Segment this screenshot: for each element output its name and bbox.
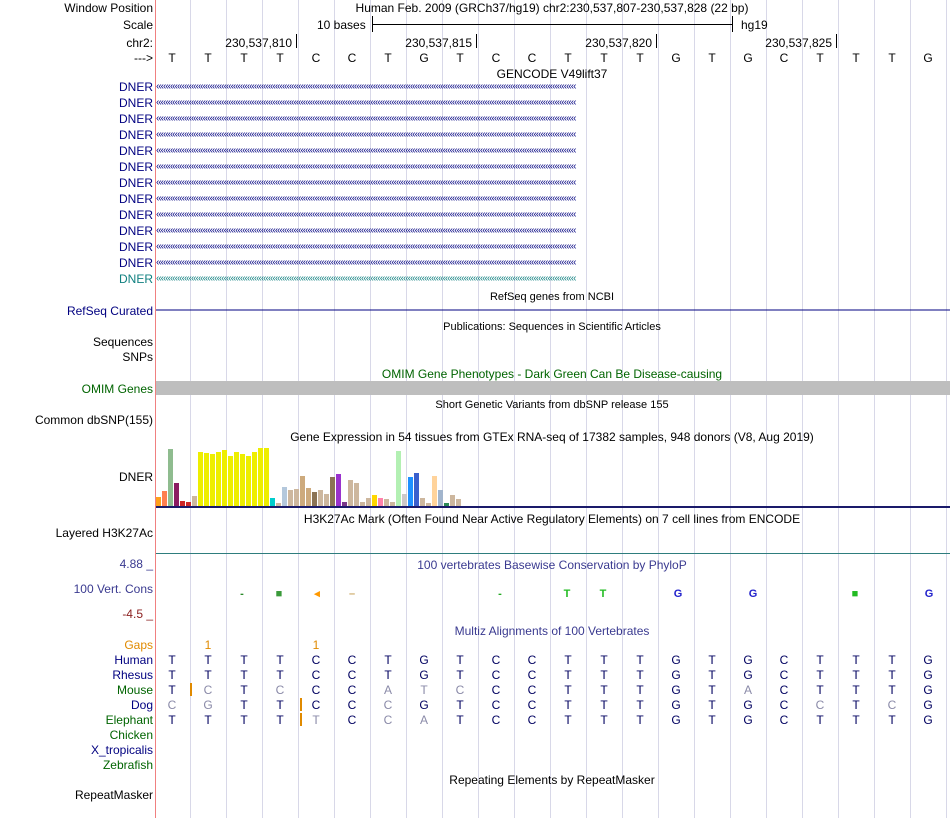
strand-label: ---> [134, 51, 153, 65]
gtex-bar[interactable] [258, 448, 263, 506]
gtex-bar[interactable] [432, 476, 437, 506]
scale-label: Scale [122, 18, 153, 32]
alignment-base: G [671, 698, 681, 712]
h3k27ac-track-title[interactable]: H3K27Ac Mark (Often Found Near Active Regulatory Elements) on 7 cell lines from ENCODE [303, 512, 801, 526]
insertion-marker [300, 698, 302, 711]
gtex-bar[interactable] [348, 480, 353, 506]
gencode-gene-label[interactable]: DNER [118, 160, 153, 174]
alignment-base: C [491, 713, 501, 727]
alignment-base: C [779, 713, 789, 727]
gtex-bar[interactable] [252, 452, 257, 506]
chromosome-label: chr2: [126, 36, 153, 50]
phylop-mark[interactable]: G [673, 589, 683, 599]
alignment-base: T [312, 713, 320, 727]
gtex-bar[interactable] [210, 454, 215, 506]
gencode-gene-line[interactable]: ‹‹‹‹‹‹‹‹‹‹‹‹‹‹‹‹‹‹‹‹‹‹‹‹‹‹‹‹‹‹‹‹‹‹‹‹‹‹‹‹‹‹‹‹‹‹‹‹‹‹‹‹‹‹‹‹‹‹‹‹‹‹‹‹‹‹‹‹‹‹‹‹‹‹‹‹‹‹‹‹‹‹‹‹‹‹‹‹‹‹‹‹‹‹‹‹‹‹‹‹‹‹‹‹‹‹‹‹‹‹‹‹‹‹‹‹‹‹‹‹‹‹‹‹‹‹‹‹‹‹‹‹‹‹‹‹‹‹‹‹‹‹‹‹‹‹‹‹‹‹‹‹‹‹‹‹‹‹‹‹‹‹‹‹‹‹‹‹‹‹‹‹‹‹‹‹‹‹‹‹ [156, 225, 576, 236]
ruler-tick [296, 34, 297, 48]
omim-track-title[interactable]: OMIM Gene Phenotypes - Dark Green Can Be Disease-causing [381, 367, 723, 381]
alignment-base: T [276, 653, 284, 667]
gtex-bar[interactable] [414, 473, 419, 506]
gtex-bar[interactable] [162, 491, 167, 506]
alignment-base: G [923, 653, 933, 667]
insertion-marker [300, 713, 302, 726]
alignment-base: T [168, 653, 176, 667]
alignment-base: C [347, 698, 357, 712]
phylop-mark[interactable]: ■ [275, 589, 283, 599]
phylop-mark[interactable]: ◂ [314, 589, 320, 599]
reference-base: G [671, 51, 681, 65]
gtex-bar[interactable] [288, 490, 293, 506]
gencode-gene-line[interactable]: ‹‹‹‹‹‹‹‹‹‹‹‹‹‹‹‹‹‹‹‹‹‹‹‹‹‹‹‹‹‹‹‹‹‹‹‹‹‹‹‹‹‹‹‹‹‹‹‹‹‹‹‹‹‹‹‹‹‹‹‹‹‹‹‹‹‹‹‹‹‹‹‹‹‹‹‹‹‹‹‹‹‹‹‹‹‹‹‹‹‹‹‹‹‹‹‹‹‹‹‹‹‹‹‹‹‹‹‹‹‹‹‹‹‹‹‹‹‹‹‹‹‹‹‹‹‹‹‹‹‹‹‹‹‹‹‹‹‹‹‹‹‹‹‹‹‹‹‹‹‹‹‹‹‹‹‹‹‹‹‹‹‹‹‹‹‹‹‹‹‹‹‹‹‹‹‹‹‹‹‹ [156, 177, 576, 188]
refseq-track-title[interactable]: RefSeq genes from NCBI [489, 291, 615, 303]
gtex-bar[interactable] [240, 454, 245, 506]
alignment-base: T [852, 698, 860, 712]
reference-base: T [384, 51, 392, 65]
alignment-base: C [347, 683, 357, 697]
ruler-tick-label: 230,537,825 [765, 36, 832, 50]
alignment-base: T [564, 668, 572, 682]
reference-base: G [923, 51, 933, 65]
gencode-gene-label[interactable]: DNER [118, 272, 153, 286]
alignment-base: T [240, 698, 248, 712]
reference-base: C [779, 51, 789, 65]
gencode-gene-label[interactable]: DNER [118, 144, 153, 158]
reference-base: T [204, 51, 212, 65]
gtex-bar[interactable] [396, 451, 401, 506]
gtex-bar[interactable] [408, 477, 413, 506]
alignment-base: T [384, 668, 392, 682]
gtex-track-label[interactable]: DNER [118, 470, 153, 484]
reference-base: T [168, 51, 176, 65]
alignment-base: T [384, 653, 392, 667]
alignment-base: C [527, 653, 537, 667]
reference-base: T [456, 51, 464, 65]
reference-base: T [240, 51, 248, 65]
alignment-base: T [168, 668, 176, 682]
repeatmasker-track-title[interactable]: Repeating Elements by RepeatMasker [449, 773, 655, 787]
gencode-gene-line[interactable]: ‹‹‹‹‹‹‹‹‹‹‹‹‹‹‹‹‹‹‹‹‹‹‹‹‹‹‹‹‹‹‹‹‹‹‹‹‹‹‹‹‹‹‹‹‹‹‹‹‹‹‹‹‹‹‹‹‹‹‹‹‹‹‹‹‹‹‹‹‹‹‹‹‹‹‹‹‹‹‹‹‹‹‹‹‹‹‹‹‹‹‹‹‹‹‹‹‹‹‹‹‹‹‹‹‹‹‹‹‹‹‹‹‹‹‹‹‹‹‹‹‹‹‹‹‹‹‹‹‹‹‹‹‹‹‹‹‹‹‹‹‹‹‹‹‹‹‹‹‹‹‹‹‹‹‹‹‹‹‹‹‹‹‹‹‹‹‹‹‹‹‹‹‹‹‹‹‹‹‹‹ [156, 81, 576, 92]
gencode-gene-line[interactable]: ‹‹‹‹‹‹‹‹‹‹‹‹‹‹‹‹‹‹‹‹‹‹‹‹‹‹‹‹‹‹‹‹‹‹‹‹‹‹‹‹‹‹‹‹‹‹‹‹‹‹‹‹‹‹‹‹‹‹‹‹‹‹‹‹‹‹‹‹‹‹‹‹‹‹‹‹‹‹‹‹‹‹‹‹‹‹‹‹‹‹‹‹‹‹‹‹‹‹‹‹‹‹‹‹‹‹‹‹‹‹‹‹‹‹‹‹‹‹‹‹‹‹‹‹‹‹‹‹‹‹‹‹‹‹‹‹‹‹‹‹‹‹‹‹‹‹‹‹‹‹‹‹‹‹‹‹‹‹‹‹‹‹‹‹‹‹‹‹‹‹‹‹‹‹‹‹‹‹‹‹ [156, 161, 576, 172]
reference-base: C [347, 51, 357, 65]
ruler-tick [656, 34, 657, 48]
refseq-track-label[interactable]: RefSeq Curated [66, 304, 153, 318]
alignment-base: C [491, 668, 501, 682]
phylop-mark[interactable]: T [599, 589, 607, 599]
reference-base: C [527, 51, 537, 65]
repeatmasker-track-label[interactable]: RepeatMasker [74, 788, 153, 802]
phylop-track-title[interactable]: 100 vertebrates Basewise Conservation by PhyloP [417, 558, 687, 572]
reference-base: G [743, 51, 753, 65]
refseq-gene-line[interactable] [156, 303, 950, 317]
phylop-mark[interactable]: - [498, 589, 502, 599]
alignment-base: G [671, 713, 681, 727]
alignment-base: T [852, 653, 860, 667]
gencode-gene-label[interactable]: DNER [118, 80, 153, 94]
gencode-gene-label[interactable]: DNER [118, 96, 153, 110]
alignment-base: G [743, 668, 753, 682]
alignment-base: C [311, 668, 321, 682]
alignment-base: C [383, 698, 393, 712]
phylop-track-label[interactable]: 100 Vert. Cons [73, 582, 153, 596]
alignment-base: G [419, 698, 429, 712]
reference-base: T [276, 51, 284, 65]
alignment-base: C [203, 683, 213, 697]
gencode-gene-line[interactable]: ‹‹‹‹‹‹‹‹‹‹‹‹‹‹‹‹‹‹‹‹‹‹‹‹‹‹‹‹‹‹‹‹‹‹‹‹‹‹‹‹‹‹‹‹‹‹‹‹‹‹‹‹‹‹‹‹‹‹‹‹‹‹‹‹‹‹‹‹‹‹‹‹‹‹‹‹‹‹‹‹‹‹‹‹‹‹‹‹‹‹‹‹‹‹‹‹‹‹‹‹‹‹‹‹‹‹‹‹‹‹‹‹‹‹‹‹‹‹‹‹‹‹‹‹‹‹‹‹‹‹‹‹‹‹‹‹‹‹‹‹‹‹‹‹‹‹‹‹‹‹‹‹‹‹‹‹‹‹‹‹‹‹‹‹‹‹‹‹‹‹‹‹‹‹‹‹‹‹‹‹ [156, 145, 576, 156]
gtex-bar[interactable] [282, 487, 287, 506]
gtex-bar[interactable] [168, 449, 173, 506]
alignment-base: T [888, 668, 896, 682]
ruler-tick [836, 34, 837, 48]
alignment-base: T [852, 683, 860, 697]
assembly-label: hg19 [741, 18, 768, 32]
alignment-base: G [671, 683, 681, 697]
gtex-bar[interactable] [372, 495, 377, 506]
gtex-bar[interactable] [354, 483, 359, 506]
alignment-base: C [527, 713, 537, 727]
alignment-base: T [708, 698, 716, 712]
reference-base: C [491, 51, 501, 65]
gencode-gene-line[interactable]: ‹‹‹‹‹‹‹‹‹‹‹‹‹‹‹‹‹‹‹‹‹‹‹‹‹‹‹‹‹‹‹‹‹‹‹‹‹‹‹‹‹‹‹‹‹‹‹‹‹‹‹‹‹‹‹‹‹‹‹‹‹‹‹‹‹‹‹‹‹‹‹‹‹‹‹‹‹‹‹‹‹‹‹‹‹‹‹‹‹‹‹‹‹‹‹‹‹‹‹‹‹‹‹‹‹‹‹‹‹‹‹‹‹‹‹‹‹‹‹‹‹‹‹‹‹‹‹‹‹‹‹‹‹‹‹‹‹‹‹‹‹‹‹‹‹‹‹‹‹‹‹‹‹‹‹‹‹‹‹‹‹‹‹‹‹‹‹‹‹‹‹‹‹‹‹‹‹‹‹‹ [156, 97, 576, 108]
gtex-bar[interactable] [456, 499, 461, 506]
alignment-base: T [168, 713, 176, 727]
gtex-bar[interactable] [300, 476, 305, 506]
gencode-gene-line[interactable]: ‹‹‹‹‹‹‹‹‹‹‹‹‹‹‹‹‹‹‹‹‹‹‹‹‹‹‹‹‹‹‹‹‹‹‹‹‹‹‹‹‹‹‹‹‹‹‹‹‹‹‹‹‹‹‹‹‹‹‹‹‹‹‹‹‹‹‹‹‹‹‹‹‹‹‹‹‹‹‹‹‹‹‹‹‹‹‹‹‹‹‹‹‹‹‹‹‹‹‹‹‹‹‹‹‹‹‹‹‹‹‹‹‹‹‹‹‹‹‹‹‹‹‹‹‹‹‹‹‹‹‹‹‹‹‹‹‹‹‹‹‹‹‹‹‹‹‹‹‹‹‹‹‹‹‹‹‹‹‹‹‹‹‹‹‹‹‹‹‹‹‹‹‹‹‹‹‹‹‹‹ [156, 113, 576, 124]
reference-base: G [419, 51, 429, 65]
alignment-base: T [240, 683, 248, 697]
gtex-bar[interactable] [246, 456, 251, 506]
phylop-mark[interactable]: ■ [851, 589, 859, 599]
alignment-base: G [743, 698, 753, 712]
alignment-base: C [455, 683, 465, 697]
alignment-base: G [923, 698, 933, 712]
gtex-bar[interactable] [324, 494, 329, 506]
alignment-base: T [636, 653, 644, 667]
alignment-base: T [636, 668, 644, 682]
alignment-base: A [419, 713, 428, 727]
reference-base: T [600, 51, 608, 65]
alignment-base: C [311, 653, 321, 667]
gencode-gene-label[interactable]: DNER [118, 224, 153, 238]
omim-track-label[interactable]: OMIM Genes [81, 382, 153, 396]
alignment-base: T [708, 713, 716, 727]
alignment-base: T [600, 698, 608, 712]
alignment-base: C [527, 683, 537, 697]
alignment-base: C [527, 698, 537, 712]
gtex-bar[interactable] [204, 453, 209, 506]
alignment-base: T [240, 668, 248, 682]
reference-base: C [311, 51, 321, 65]
alignment-base: G [203, 698, 213, 712]
alignment-base: T [564, 698, 572, 712]
insertion-marker [190, 683, 192, 696]
window-position-text: Human Feb. 2009 (GRCh37/hg19) chr2:230,537,807-230,537,828 (22 bp) [355, 1, 749, 15]
alignment-base: T [168, 683, 176, 697]
gtex-bar[interactable] [222, 450, 227, 506]
scale-bar [372, 16, 733, 32]
ruler-tick-label: 230,537,815 [405, 36, 472, 50]
alignment-base: G [923, 683, 933, 697]
gap-count: 1 [204, 638, 212, 652]
alignment-base: T [636, 698, 644, 712]
alignment-base: T [564, 713, 572, 727]
gtex-bar[interactable] [156, 497, 161, 506]
alignment-base: T [276, 713, 284, 727]
alignment-base: G [743, 713, 753, 727]
gtex-bar[interactable] [270, 498, 275, 506]
alignment-base: T [456, 698, 464, 712]
alignment-base: C [491, 698, 501, 712]
phylop-mark[interactable]: T [563, 589, 571, 599]
alignment-base: G [743, 653, 753, 667]
alignment-base: C [779, 698, 789, 712]
alignment-base: T [708, 683, 716, 697]
reference-base: T [564, 51, 572, 65]
alignment-base: G [419, 668, 429, 682]
alignment-base: T [276, 698, 284, 712]
ruler-tick [476, 34, 477, 48]
phylop-mark[interactable]: - [240, 589, 244, 599]
gencode-track-title[interactable]: GENCODE V49lift37 [496, 67, 608, 81]
gtex-bar[interactable] [198, 452, 203, 506]
reference-base: T [888, 51, 896, 65]
gtex-track-title[interactable]: Gene Expression in 54 tissues from GTEx RNA-seq of 17382 samples, 948 donors (V8, Aug 2019) [290, 430, 814, 444]
alignment-base: A [383, 683, 392, 697]
gtex-bar[interactable] [318, 490, 323, 506]
gencode-gene-line[interactable]: ‹‹‹‹‹‹‹‹‹‹‹‹‹‹‹‹‹‹‹‹‹‹‹‹‹‹‹‹‹‹‹‹‹‹‹‹‹‹‹‹‹‹‹‹‹‹‹‹‹‹‹‹‹‹‹‹‹‹‹‹‹‹‹‹‹‹‹‹‹‹‹‹‹‹‹‹‹‹‹‹‹‹‹‹‹‹‹‹‹‹‹‹‹‹‹‹‹‹‹‹‹‹‹‹‹‹‹‹‹‹‹‹‹‹‹‹‹‹‹‹‹‹‹‹‹‹‹‹‹‹‹‹‹‹‹‹‹‹‹‹‹‹‹‹‹‹‹‹‹‹‹‹‹‹‹‹‹‹‹‹‹‹‹‹‹‹‹‹‹‹‹‹‹‹‹‹‹‹‹‹ [156, 209, 576, 220]
species-label[interactable]: Zebrafish [102, 758, 153, 772]
alignment-base: G [923, 713, 933, 727]
alignment-base: T [564, 683, 572, 697]
gencode-gene-line[interactable]: ‹‹‹‹‹‹‹‹‹‹‹‹‹‹‹‹‹‹‹‹‹‹‹‹‹‹‹‹‹‹‹‹‹‹‹‹‹‹‹‹‹‹‹‹‹‹‹‹‹‹‹‹‹‹‹‹‹‹‹‹‹‹‹‹‹‹‹‹‹‹‹‹‹‹‹‹‹‹‹‹‹‹‹‹‹‹‹‹‹‹‹‹‹‹‹‹‹‹‹‹‹‹‹‹‹‹‹‹‹‹‹‹‹‹‹‹‹‹‹‹‹‹‹‹‹‹‹‹‹‹‹‹‹‹‹‹‹‹‹‹‹‹‹‹‹‹‹‹‹‹‹‹‹‹‹‹‹‹‹‹‹‹‹‹‹‹‹‹‹‹‹‹‹‹‹‹‹‹‹‹ [156, 193, 576, 204]
alignment-base: C [491, 683, 501, 697]
alignment-base: T [456, 668, 464, 682]
species-label[interactable]: Dog [130, 698, 153, 712]
alignment-base: G [419, 653, 429, 667]
reference-base: T [636, 51, 644, 65]
alignment-base: T [420, 683, 428, 697]
h3k27ac-baseline [156, 553, 950, 554]
alignment-base: T [852, 713, 860, 727]
alignment-base: G [923, 668, 933, 682]
reference-base: T [852, 51, 860, 65]
gtex-bar[interactable] [234, 452, 239, 506]
phylop-mark[interactable]: – [348, 589, 356, 599]
phylop-max-label: 4.88 _ [119, 557, 153, 571]
gencode-gene-line[interactable]: ‹‹‹‹‹‹‹‹‹‹‹‹‹‹‹‹‹‹‹‹‹‹‹‹‹‹‹‹‹‹‹‹‹‹‹‹‹‹‹‹‹‹‹‹‹‹‹‹‹‹‹‹‹‹‹‹‹‹‹‹‹‹‹‹‹‹‹‹‹‹‹‹‹‹‹‹‹‹‹‹‹‹‹‹‹‹‹‹‹‹‹‹‹‹‹‹‹‹‹‹‹‹‹‹‹‹‹‹‹‹‹‹‹‹‹‹‹‹‹‹‹‹‹‹‹‹‹‹‹‹‹‹‹‹‹‹‹‹‹‹‹‹‹‹‹‹‹‹‹‹‹‹‹‹‹‹‹‹‹‹‹‹‹‹‹‹‹‹‹‹‹‹‹‹‹‹‹‹‹‹ [156, 129, 576, 140]
reference-base: T [708, 51, 716, 65]
gtex-bar-chart[interactable] [156, 444, 950, 508]
publications-track-title[interactable]: Publications: Sequences in Scientific Articles [443, 321, 661, 333]
gaps-label: Gaps [124, 638, 153, 652]
ruler-tick-label: 230,537,820 [585, 36, 652, 50]
alignment-base: T [708, 653, 716, 667]
multiz-track-title[interactable]: Multiz Alignments of 100 Vertebrates [454, 624, 650, 638]
scale-bar-text: 10 bases [317, 18, 366, 32]
alignment-base: T [204, 713, 212, 727]
alignment-base: T [600, 653, 608, 667]
gtex-bar[interactable] [216, 452, 221, 506]
gtex-bar[interactable] [402, 494, 407, 506]
gtex-baseline [156, 506, 950, 508]
ruler-tick-label: 230,537,810 [225, 36, 292, 50]
gtex-bar[interactable] [294, 489, 299, 506]
gap-count: 1 [312, 638, 320, 652]
gtex-bar[interactable] [336, 474, 341, 506]
alignment-base: T [816, 668, 824, 682]
alignment-base: C [311, 698, 321, 712]
alignment-base: C [347, 653, 357, 667]
phylop-mark[interactable]: G [924, 589, 934, 599]
alignment-base: T [888, 713, 896, 727]
gtex-bar[interactable] [306, 488, 311, 506]
alignment-base: T [816, 683, 824, 697]
alignment-base: T [204, 653, 212, 667]
window-position-label: Window Position [64, 1, 153, 15]
alignment-base: T [636, 683, 644, 697]
alignment-base: G [671, 668, 681, 682]
gencode-gene-label[interactable]: DNER [118, 128, 153, 142]
gtex-bar[interactable] [384, 499, 389, 506]
gtex-bar[interactable] [228, 456, 233, 506]
gtex-bar[interactable] [312, 492, 317, 506]
alignment-base: C [311, 683, 321, 697]
gtex-bar[interactable] [330, 477, 335, 506]
alignment-base: T [600, 713, 608, 727]
reference-base: T [816, 51, 824, 65]
alignment-base: C [527, 668, 537, 682]
alignment-base: C [383, 713, 393, 727]
gencode-gene-label[interactable]: DNER [118, 240, 153, 254]
alignment-base: C [347, 668, 357, 682]
gtex-bar[interactable] [174, 483, 179, 506]
phylop-mark[interactable]: G [748, 589, 758, 599]
alignment-base: T [708, 668, 716, 682]
alignment-base: C [779, 653, 789, 667]
alignment-base: T [240, 653, 248, 667]
species-label[interactable]: Human [114, 653, 153, 667]
species-label[interactable]: Mouse [116, 683, 153, 697]
alignment-base: T [816, 653, 824, 667]
gencode-gene-line[interactable]: ‹‹‹‹‹‹‹‹‹‹‹‹‹‹‹‹‹‹‹‹‹‹‹‹‹‹‹‹‹‹‹‹‹‹‹‹‹‹‹‹‹‹‹‹‹‹‹‹‹‹‹‹‹‹‹‹‹‹‹‹‹‹‹‹‹‹‹‹‹‹‹‹‹‹‹‹‹‹‹‹‹‹‹‹‹‹‹‹‹‹‹‹‹‹‹‹‹‹‹‹‹‹‹‹‹‹‹‹‹‹‹‹‹‹‹‹‹‹‹‹‹‹‹‹‹‹‹‹‹‹‹‹‹‹‹‹‹‹‹‹‹‹‹‹‹‹‹‹‹‹‹‹‹‹‹‹‹‹‹‹‹‹‹‹‹‹‹‹‹‹‹‹‹‹‹‹‹‹‹‹ [156, 257, 576, 268]
species-label[interactable]: Elephant [105, 713, 153, 727]
gtex-bar[interactable] [450, 495, 455, 506]
alignment-base: T [276, 668, 284, 682]
gtex-bar[interactable] [438, 490, 443, 506]
alignment-base: T [564, 653, 572, 667]
alignment-base: C [779, 683, 789, 697]
snps-label[interactable]: SNPs [122, 350, 153, 364]
h3k27ac-track-label[interactable]: Layered H3K27Ac [55, 526, 153, 540]
alignment-base: C [275, 683, 285, 697]
alignment-base: C [815, 698, 825, 712]
gencode-gene-label[interactable]: DNER [118, 192, 153, 206]
gtex-bar[interactable] [366, 498, 371, 506]
gtex-bar[interactable] [192, 496, 197, 506]
alignment-base: T [600, 683, 608, 697]
alignment-base: T [888, 683, 896, 697]
gencode-gene-label[interactable]: DNER [118, 176, 153, 190]
gtex-bar[interactable] [378, 498, 383, 506]
phylop-min-label: -4.5 _ [122, 607, 153, 621]
alignment-base: C [779, 668, 789, 682]
gtex-bar[interactable] [420, 498, 425, 506]
species-label[interactable]: Rhesus [112, 668, 153, 682]
species-label[interactable]: Chicken [109, 728, 153, 742]
gencode-gene-line[interactable]: ‹‹‹‹‹‹‹‹‹‹‹‹‹‹‹‹‹‹‹‹‹‹‹‹‹‹‹‹‹‹‹‹‹‹‹‹‹‹‹‹‹‹‹‹‹‹‹‹‹‹‹‹‹‹‹‹‹‹‹‹‹‹‹‹‹‹‹‹‹‹‹‹‹‹‹‹‹‹‹‹‹‹‹‹‹‹‹‹‹‹‹‹‹‹‹‹‹‹‹‹‹‹‹‹‹‹‹‹‹‹‹‹‹‹‹‹‹‹‹‹‹‹‹‹‹‹‹‹‹‹‹‹‹‹‹‹‹‹‹‹‹‹‹‹‹‹‹‹‹‹‹‹‹‹‹‹‹‹‹‹‹‹‹‹‹‹‹‹‹‹‹‹‹‹‹‹‹‹‹‹ [156, 241, 576, 252]
alignment-base: T [456, 713, 464, 727]
gencode-gene-label[interactable]: DNER [118, 208, 153, 222]
alignment-base: C [347, 713, 357, 727]
alignment-base: T [852, 668, 860, 682]
alignment-base: T [636, 713, 644, 727]
gencode-gene-label[interactable]: DNER [118, 112, 153, 126]
gencode-gene-label[interactable]: DNER [118, 256, 153, 270]
species-label[interactable]: X_tropicalis [90, 743, 153, 757]
alignment-base: T [456, 653, 464, 667]
alignment-base: T [816, 713, 824, 727]
omim-bar[interactable] [156, 381, 950, 395]
dbsnp-track-label[interactable]: Common dbSNP(155) [34, 413, 153, 427]
publications-track-label[interactable]: Sequences [92, 335, 153, 349]
alignment-base: T [204, 668, 212, 682]
gencode-gene-line[interactable]: ‹‹‹‹‹‹‹‹‹‹‹‹‹‹‹‹‹‹‹‹‹‹‹‹‹‹‹‹‹‹‹‹‹‹‹‹‹‹‹‹‹‹‹‹‹‹‹‹‹‹‹‹‹‹‹‹‹‹‹‹‹‹‹‹‹‹‹‹‹‹‹‹‹‹‹‹‹‹‹‹‹‹‹‹‹‹‹‹‹‹‹‹‹‹‹‹‹‹‹‹‹‹‹‹‹‹‹‹‹‹‹‹‹‹‹‹‹‹‹‹‹‹‹‹‹‹‹‹‹‹‹‹‹‹‹‹‹‹‹‹‹‹‹‹‹‹‹‹‹‹‹‹‹‹‹‹‹‹‹‹‹‹‹‹‹‹‹‹‹‹‹‹‹‹‹‹‹‹‹‹ [156, 273, 576, 284]
gtex-bar[interactable] [264, 448, 269, 506]
alignment-base: C [887, 698, 897, 712]
alignment-base: T [600, 668, 608, 682]
alignment-base: T [240, 713, 248, 727]
alignment-base: A [743, 683, 752, 697]
alignment-base: C [491, 653, 501, 667]
dbsnp-track-title[interactable]: Short Genetic Variants from dbSNP release 155 [435, 399, 669, 411]
alignment-base: G [671, 653, 681, 667]
alignment-base: T [888, 653, 896, 667]
alignment-base: C [167, 698, 177, 712]
